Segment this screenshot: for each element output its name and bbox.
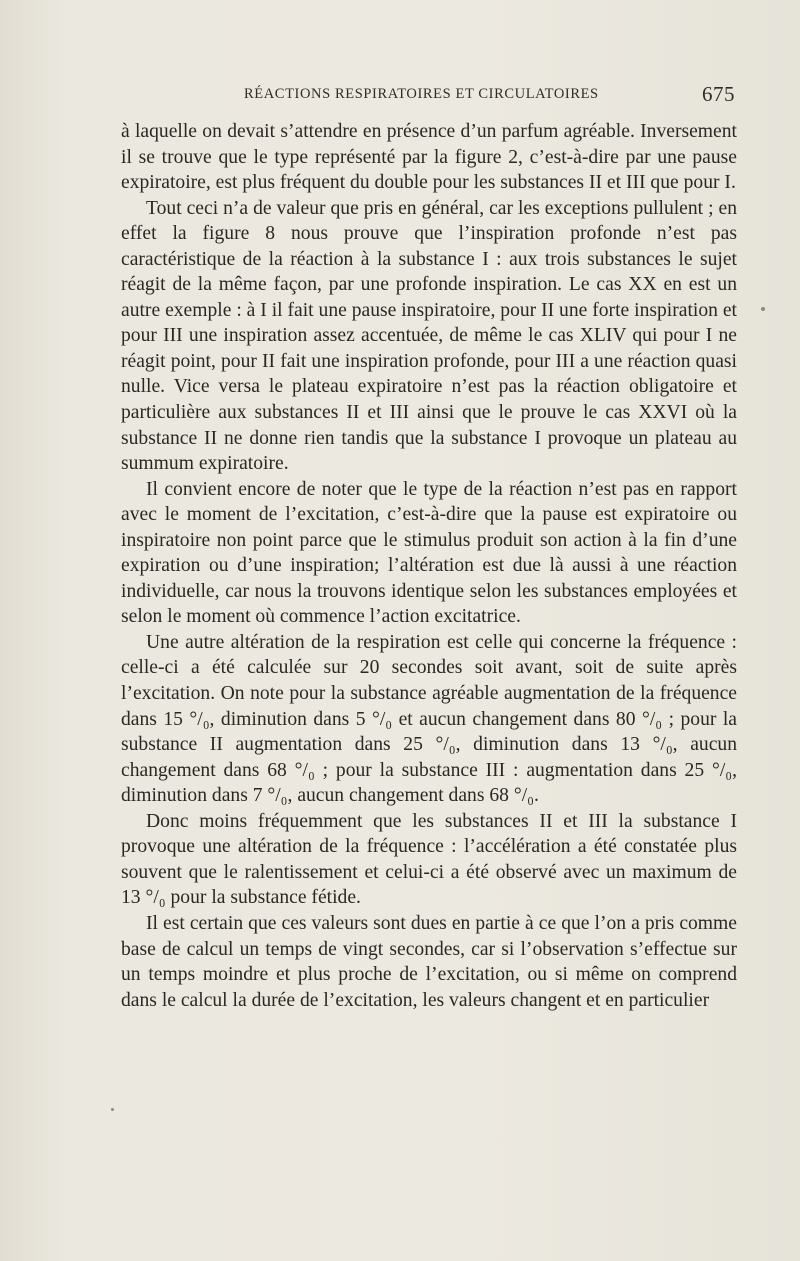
paragraph-4: Une autre altération de la respiration est celle qui concerne la fréquence : celle-ci a été calculée sur 20 secondes soit avant, soit de suite après l’excitation. On note pour la substance agréable augmentation de la fréquence dans 15 °/₀, diminution dans 5 °/₀ et aucun changement dans 80 °/₀ ; pour la substance II augmentation dans 25 °/₀, diminution dans 13 °/₀, aucun changement dans 68 °/₀ ; pour la substance III : augmentation dans 25 °/₀, diminution dans 7 °/₀, aucun changement dans 68 °/₀. <box>121 631 737 807</box>
paragraph-5: Donc moins fréquemment que les substances II et III la substance I provoque une altération de la fréquence : l’accélération a été constatée plus souvent que le ralentissement et celui-ci a été observé avec un maximum de 13 °/₀ pour la substance fétide. <box>121 810 737 909</box>
margin-speck-left <box>111 1108 114 1111</box>
page-number: 675 <box>702 82 735 106</box>
margin-speck <box>761 307 765 311</box>
paragraph-3: Il convient encore de noter que le type de la réaction n’est pas en rapport avec le moment de l’excitation, c’est-à-dire que la pause est expiratoire ou inspiratoire non point parce que le stimulus produit son action à la fin d’une expiration ou d’une inspiration; l’altération est due là aussi à une réaction individuelle, car nous la trouvons identique selon les substances employées et selon le moment où commence l’action excitatrice. <box>121 478 737 628</box>
paragraph-6: Il est certain que ces valeurs sont dues en partie à ce que l’on a pris comme base de calcul un temps de vingt secondes, car si l’observation s’effectue sur un temps moindre et plus proche de l’excitation, ou si même on comprend dans le calcul la durée de l’excitation, les valeurs changent et en particulier <box>121 912 737 1011</box>
running-title: RÉACTIONS RESPIRATOIRES ET CIRCULATOIRES <box>244 86 599 102</box>
body-text <box>121 119 737 1013</box>
paragraph-1: à laquelle on devait s’attendre en présence d’un parfum agréable. Inversement il se trouve que le type représenté par la figure 2, c’est-à-dire par une pause expiratoire, est plus fréquent du double pour les substances II et III que pour I. <box>121 121 737 194</box>
paragraph-2: Tout ceci n’a de valeur que pris en général, car les exceptions pullulent ; en effet la figure 8 nous prouve que l’inspiration profonde n’est pas caractéristique de la réaction à la substance I : aux trois substances le sujet réagit de la même façon, par une profonde inspiration. Le cas XX en est un autre exemple : à I il fait une pause inspiratoire, pour II une forte inspiration et pour III une inspiration assez accentuée, de même le cas XLIV qui pour I ne réagit point, pour II fait une inspiration profonde, pour III a une réaction quasi nulle. Vice versa le plateau expiratoire n’est pas la réaction obligatoire et particulière aux substances II et III ainsi que le prouve le cas XXVI où la substance II ne donne rien tandis que la substance I provoque un plateau au summum expiratoire. <box>121 197 737 475</box>
